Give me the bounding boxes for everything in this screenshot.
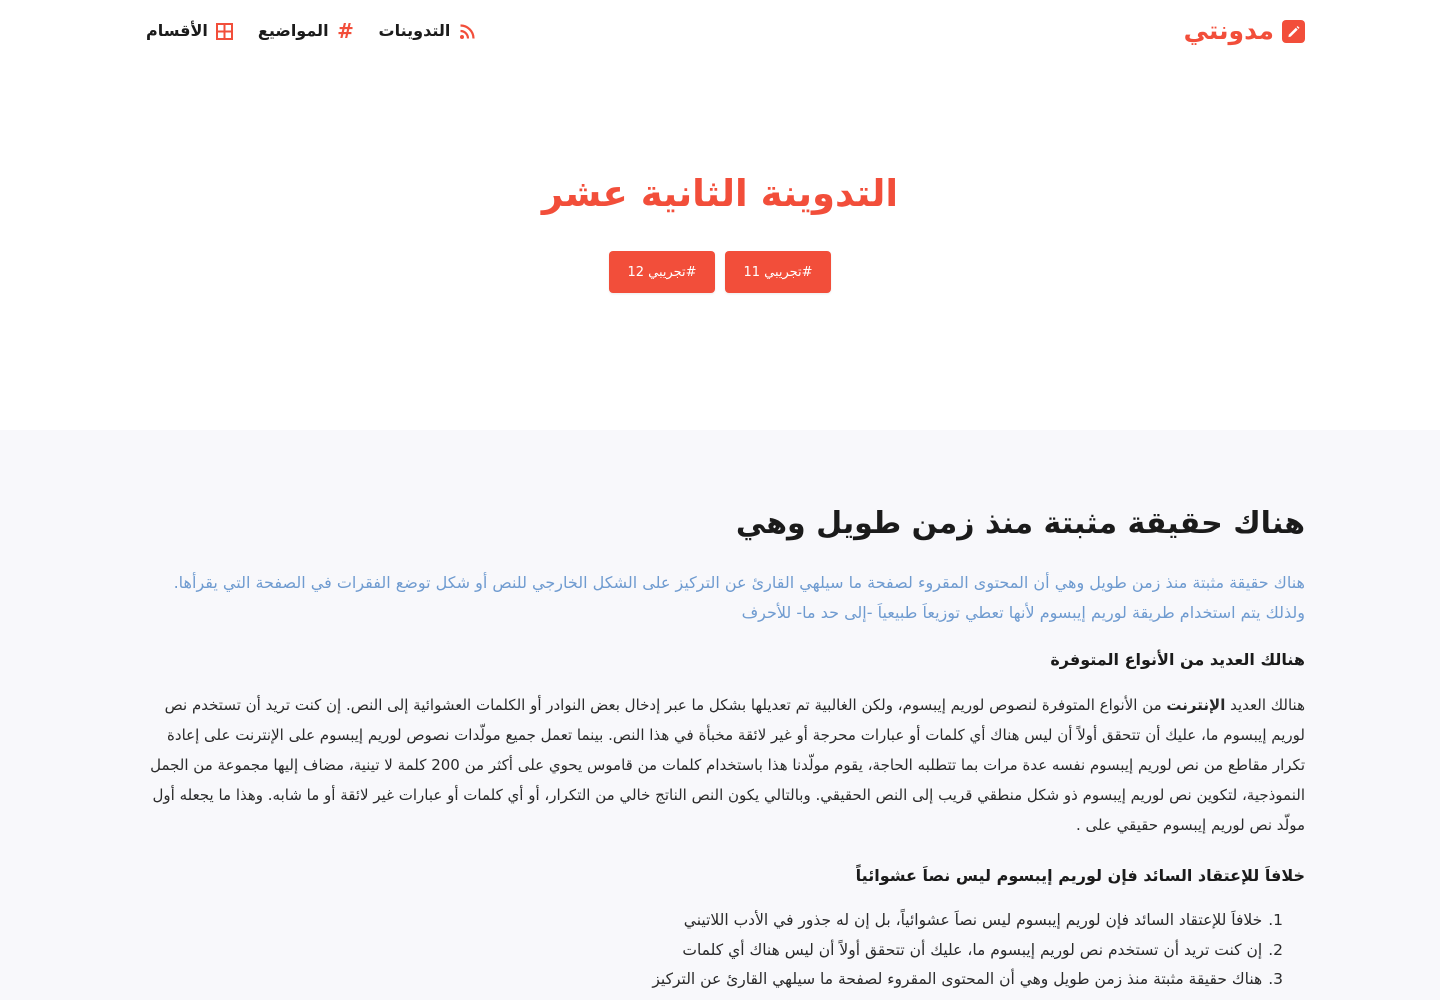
nav-label-categories: الأقسام xyxy=(146,21,208,40)
nav-links xyxy=(146,18,476,44)
brand-link[interactable] xyxy=(1184,14,1305,48)
article-subheading: خلافاَ للإعتقاد السائد فإن لوريم إيبسوم ليس نصاَ عشوائياً xyxy=(855,866,1305,885)
list-item xyxy=(135,906,1283,936)
nav-label-posts: التدوينات xyxy=(378,21,451,40)
list-item-number: 1. xyxy=(1268,911,1283,929)
article-ordered-list xyxy=(135,906,1305,995)
paragraph-text-start: هنالك العديد xyxy=(1225,696,1305,714)
hashtag-icon: # xyxy=(337,19,354,43)
article-heading: هناك حقيقة مثبتة منذ زمن طويل وهي xyxy=(735,506,1305,541)
nav-link-topics[interactable] xyxy=(258,18,355,44)
post-tags xyxy=(0,251,1440,293)
paragraph-bold-text: الإنترنت xyxy=(1166,696,1226,714)
list-item-number: 2. xyxy=(1268,940,1283,959)
tag-button[interactable]: #تجريبي 11 xyxy=(725,251,831,293)
pencil-square-icon xyxy=(1282,20,1305,43)
nav-link-categories[interactable] xyxy=(146,18,234,44)
list-item-text: إن كنت تريد أن تستخدم نص لوريم إيبسوم ما، عليك أن تتحقق أولاً أن ليس هناك أي كلمات xyxy=(682,940,1263,959)
tag-button[interactable]: #تجريبي 12 xyxy=(609,251,715,293)
list-item-number: 3. xyxy=(1268,970,1283,988)
list-item-text: خلافاَ للإعتقاد السائد فإن لوريم إيبسوم ليس نصاَ عشوائياً، بل إن له جذور في الأدب اللاتيني xyxy=(683,911,1263,929)
post-hero xyxy=(0,64,1440,430)
list-item xyxy=(135,936,1283,966)
brand-name: مدونتي xyxy=(1183,16,1274,45)
article-lead: هناك حقيقة مثبتة منذ زمن طويل وهي أن المحتوى المقروء لصفحة ما سيلهي القارئ عن التركيز على الشكل الخارجي للنص أو شكل توضع الفقرات في الصفحة التي يقرأها. ولذلك يتم استخدام طريقة لوريم إيبسوم لأنها تعطي توزيعاَ طبيعياَ -إلى حد ما- للأحرف xyxy=(173,573,1305,622)
grid-icon xyxy=(216,22,234,40)
nav-link-posts[interactable] xyxy=(379,18,477,44)
post-title: التدوينة الثانية عشر xyxy=(541,172,899,215)
list-item-text: هناك حقيقة مثبتة منذ زمن طويل وهي أن المحتوى المقروء لصفحة ما سيلهي القارئ عن التركيز xyxy=(652,970,1263,988)
post-content xyxy=(135,500,1305,995)
nav-label-topics: المواضيع xyxy=(257,21,329,40)
list-item xyxy=(135,965,1283,995)
article-subheading: هنالك العديد من الأنواع المتوفرة xyxy=(1050,650,1305,669)
rss-icon xyxy=(458,22,476,40)
article-paragraph xyxy=(135,690,1305,840)
paragraph-text-rest: من الأنواع المتوفرة لنصوص لوريم إيبسوم، ولكن الغالبية تم تعديلها بشكل ما عبر إدخال بعض النوادر أو الكلمات العشوائية إلى النص. إن كنت تريد أن تستخدم نص لوريم إيبسوم ما، عليك أن تتحقق أولاً أن ليس هناك أي كلمات أو عبارات محرجة أو غير لائقة مخبأة في هذا النص. بينما تعمل جميع مولّدات نصوص لوريم إيبسوم على الإنترنت على إعادة تكرار مقاطع من نص لوريم إيبسوم نفسه عدة مرات بما تتطلبه الحاجة، يقوم مولّدنا هذا باستخدام كلمات من قاموس يحوي على أكثر من 200 كلمة لا تينية، مضاف إليها مجموعة من الجمل النموذجية، لتكوين نص لوريم إيبسوم ذو شكل منطقي قريب إلى النص الحقيقي. وبالتالي يكون النص الناتج خالي من التكرار، أو أي كلمات أو عبارات غير لائقة أو ما شابه. وهذا ما يجعله أول مولّد نص لوريم إيبسوم حقيقي على . xyxy=(150,696,1305,834)
navbar xyxy=(0,0,1440,64)
